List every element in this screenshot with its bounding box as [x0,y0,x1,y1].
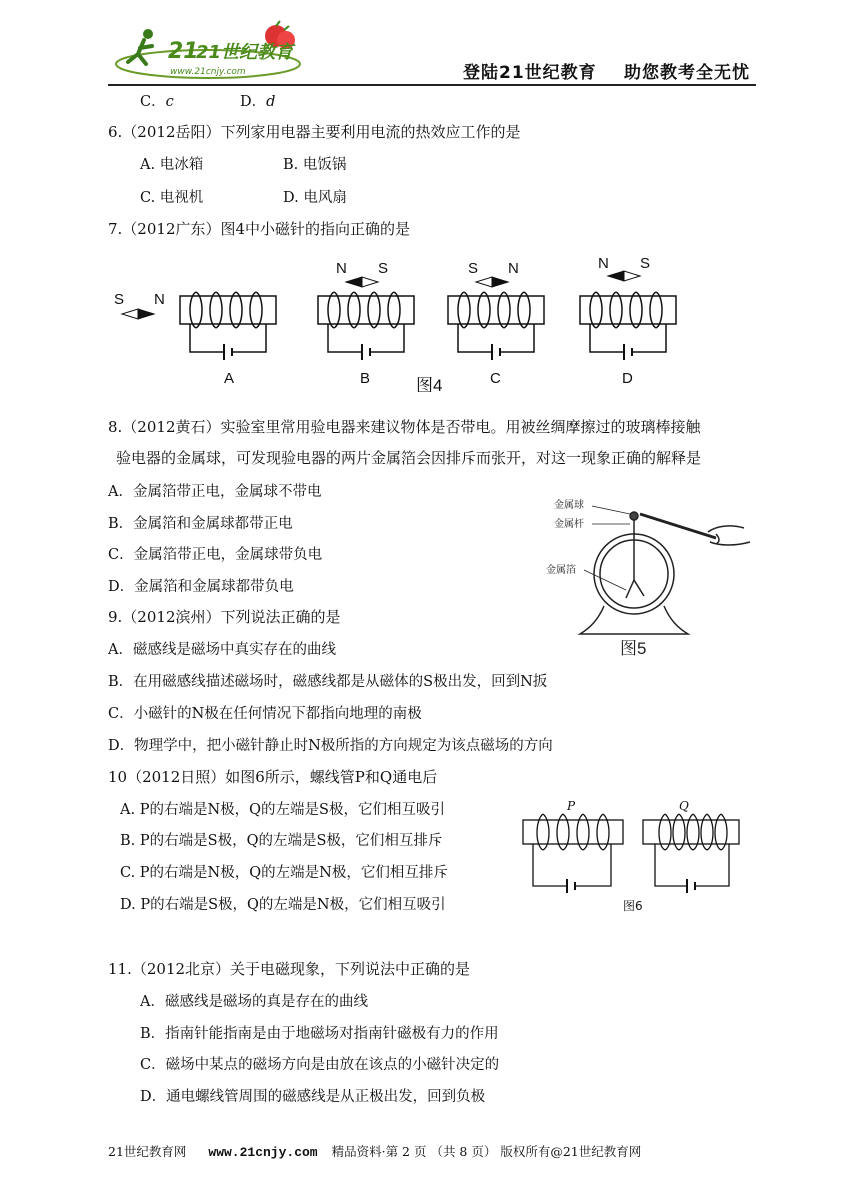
label-metal-foil: 金属箔 [546,565,576,576]
solenoid-p-label: P [567,799,576,813]
figure-4 [108,252,698,392]
footer-info: 精品资料·第 2 页 （共 8 页） 版权所有@21世纪教育网 [331,1144,642,1159]
q11-option-a: A．磁感线是磁场的真是存在的曲线 [140,994,368,1010]
label-metal-rod: 金属杆 [554,519,584,530]
panel-label-b: B [360,370,371,387]
question-10-stem: 10（2012日照）如图6所示，螺线管P和Q通电后 [108,768,438,786]
q6-option-c: C. 电视机 [140,190,204,206]
q10-option-a: A. P的右端是N极，Q的左端是S极，它们相互吸引 [120,802,445,818]
q8-option-a: A．金属箔带正电，金属球不带电 [108,484,322,500]
needle-c [476,277,508,287]
q10-option-b: B. P的右端是S极，Q的左端是S极，它们相互排斥 [120,833,443,849]
needle-c-left-pole: S [468,260,479,277]
prev-option-d: D．d [240,94,276,110]
needle-a-left-pole: S [114,291,125,308]
q8-option-c: C．金属箔带正电，金属球带负电 [108,547,323,563]
question-9-stem: 9.（2012滨州）下列说法正确的是 [108,608,341,626]
q10-option-c: C. P的右端是N极，Q的左端是N极，它们相互排斥 [120,865,448,881]
svg-text:www.21cnjy.com: www.21cnjy.com [170,67,246,77]
needle-a [122,309,154,319]
q10-option-d: D. P的右端是S极，Q的左端是N极，它们相互吸引 [120,897,446,913]
question-7-stem: 7.（2012广东）图4中小磁针的指向正确的是 [108,220,411,238]
needle-b-left-pole: N [336,260,347,277]
q11-option-d: D．通电螺线管周围的磁感线是从正极出发，回到负极 [140,1089,486,1105]
q11-option-c: C．磁场中某点的磁场方向是由放在该点的小磁针决定的 [140,1057,500,1073]
figure-6 [515,796,745,912]
figure-6-graphic [515,796,745,912]
footer-site: 21世纪教育网 [108,1144,187,1159]
q9-option-c: C．小磁针的N极在任何情况下都指向地理的南极 [108,706,422,722]
panel-label-c: C [490,370,501,387]
question-8-stem-line1: 8.（2012黄石）实验室里常用验电器来建议物体是否带电。用被丝绸摩擦过的玻璃棒接触 [108,418,701,436]
q6-option-a: A. 电冰箱 [140,157,204,173]
question-11-stem: 11.（2012北京）关于电磁现象，下列说法中正确的是 [108,960,471,978]
figure-5-caption: 图5 [620,639,647,658]
panel-label-a: A [224,370,235,387]
q8-option-b: B．金属箔和金属球都带正电 [108,516,293,532]
site-logo[interactable] [108,18,308,82]
needle-a-right-pole: N [154,291,165,308]
footer [108,1142,641,1160]
needle-b [346,277,378,287]
figure-4-caption: 图4 [416,376,443,392]
needle-b-right-pole: S [378,260,389,277]
label-metal-ball: 金属球 [554,500,584,511]
q9-option-d: D．物理学中，把小磁针静止时N极所指的方向规定为该点磁场的方向 [108,738,553,754]
panel-label-d: D [622,370,633,387]
header-slogan-left: 登陆21世纪教育 [463,63,597,83]
svg-text:21世纪教育: 21世纪教育 [196,42,294,63]
svg-text:21: 21 [168,39,199,64]
solenoid-q-label: Q [679,799,689,813]
q11-option-b: B．指南针能指南是由于地磁场对指南针磁极有力的作用 [140,1026,499,1042]
electroscope-graphic [540,494,760,659]
needle-d-right-pole: S [640,255,651,272]
q6-option-d: D. 电风扇 [283,190,347,206]
figure-5 [540,494,760,659]
q9-option-a: A．磁感线是磁场中真实存在的曲线 [108,642,336,658]
logo-graphic [108,18,308,82]
needle-d-left-pole: N [598,255,609,272]
figure-4-graphic [108,252,698,392]
q6-option-b: B. 电饭锅 [283,157,347,173]
footer-url[interactable]: www.21cnjy.com [208,1145,318,1160]
header-slogan-right: 助您教考全无忧 [624,63,750,83]
q8-option-d: D．金属箔和金属球都带负电 [108,579,294,595]
question-8-stem-line2: 验电器的金属球，可发现验电器的两片金属箔会因排斥而张开，对这一现象正确的解释是 [116,449,702,467]
q9-option-b: B．在用磁感线描述磁场时，磁感线都是从磁体的S极出发，回到N扳 [108,674,548,690]
header-divider [108,84,756,86]
needle-c-right-pole: N [508,260,519,277]
prev-option-c: C．c [140,94,174,110]
question-6-stem: 6.（2012岳阳）下列家用电器主要利用电流的热效应工作的是 [108,123,521,141]
figure-6-caption: 图6 [623,899,643,912]
needle-d [608,271,640,281]
